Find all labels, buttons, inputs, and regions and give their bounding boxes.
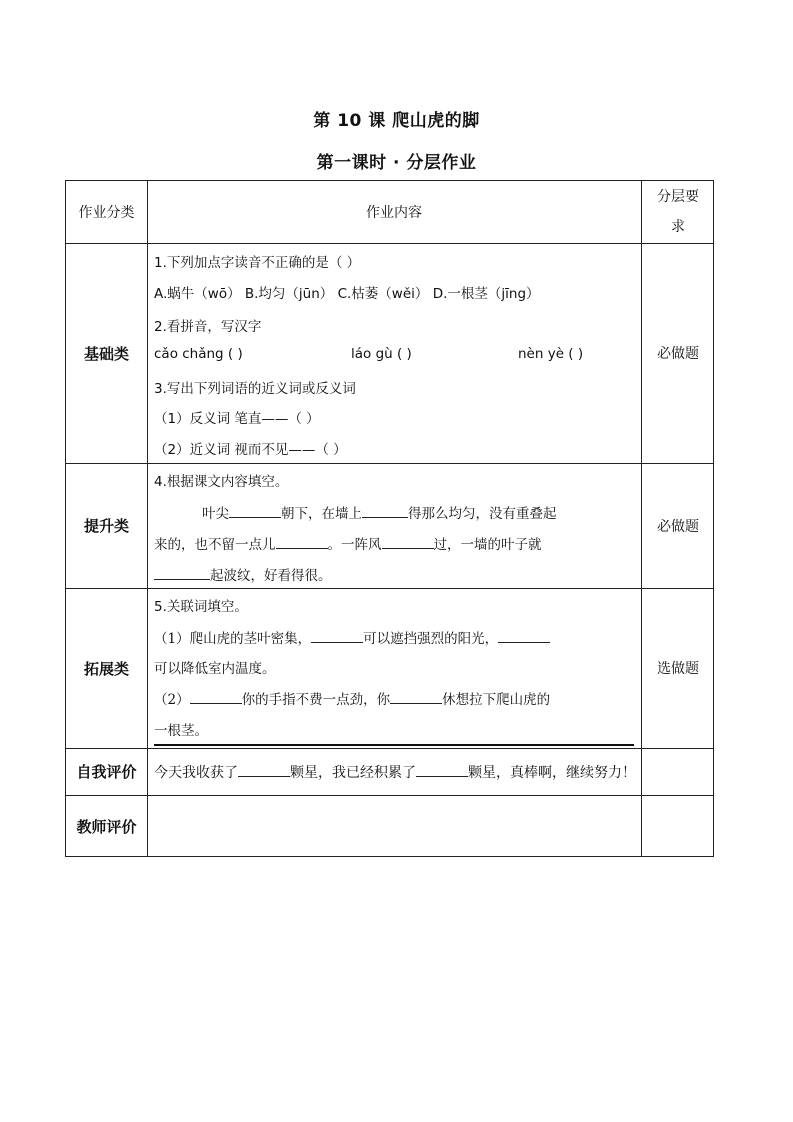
category-self-eval: 自我评价 xyxy=(76,763,137,781)
conjunction-line-4: 一根茎。 xyxy=(154,723,208,739)
fill-blank[interactable] xyxy=(362,503,408,518)
row-divider xyxy=(66,748,713,749)
pinyin-item-2: láo gù ( ) xyxy=(351,346,412,362)
question-5: 5.关联词填空。 xyxy=(154,599,248,615)
question-3: 3.写出下列词语的近义词或反义词 xyxy=(154,381,356,397)
conjunction-line-2: 可以降低室内温度。 xyxy=(154,661,276,677)
fill-text: 颗星，真棒啊，继续努力！ xyxy=(468,765,636,781)
level-extension: 选做题 xyxy=(657,661,699,677)
question-3-item-1: （1）反义词 笔直——（ ） xyxy=(154,411,320,427)
fill-text: 。一阵风 xyxy=(327,537,382,553)
category-advanced: 提升类 xyxy=(83,517,129,535)
teacher-eval-area[interactable] xyxy=(148,796,713,856)
pinyin-item-3: nèn yè ( ) xyxy=(518,346,584,362)
conjunction-line-3 xyxy=(154,688,550,708)
row-divider xyxy=(66,243,713,244)
page-subtitle: 第一课时 · 分层作业 xyxy=(316,153,477,173)
category-extension: 拓展类 xyxy=(83,659,129,678)
header-category: 作业分类 xyxy=(78,205,135,221)
fill-text: 今天我收获了 xyxy=(154,765,238,781)
section-underline xyxy=(154,744,634,746)
level-basic: 必做题 xyxy=(657,346,699,362)
question-3-item-2: （2）近义词 视而不见——（ ） xyxy=(154,442,347,458)
fill-blank[interactable] xyxy=(154,565,210,580)
row-divider xyxy=(66,588,713,589)
fill-blank[interactable] xyxy=(382,534,434,549)
self-eval-text xyxy=(154,762,636,782)
fill-text-line-3 xyxy=(154,564,332,584)
fill-blank[interactable] xyxy=(190,689,242,704)
header-level: 分层要求 xyxy=(657,189,699,235)
question-1-options: A.蜗牛（wō） B.均匀（jūn） C.枯萎（wěi） D.一根茎（jīng） xyxy=(154,286,540,302)
row-divider xyxy=(66,463,713,464)
fill-text-line-2 xyxy=(154,533,542,553)
fill-blank[interactable] xyxy=(229,503,281,518)
fill-text: 朝下，在墙上 xyxy=(281,506,362,522)
fill-text: （1）爬山虎的茎叶密集， xyxy=(154,631,312,647)
category-teacher-eval: 教师评价 xyxy=(76,817,137,836)
fill-text: 可以遮挡强烈的阳光， xyxy=(363,631,499,647)
pinyin-item-1: cǎo chǎng ( ) xyxy=(154,346,243,362)
question-2: 2.看拼音，写汉字 xyxy=(154,319,262,335)
level-advanced: 必做题 xyxy=(657,518,699,535)
fill-text: 颗星，我已经积累了 xyxy=(290,765,416,781)
question-4: 4.根据课文内容填空。 xyxy=(154,474,289,490)
homework-table xyxy=(65,180,714,857)
fill-text: 过，一墙的叶子就 xyxy=(433,537,542,553)
fill-blank[interactable] xyxy=(276,534,328,549)
fill-text: （2） xyxy=(154,692,190,708)
star-total-blank[interactable] xyxy=(416,762,468,777)
fill-text: 来的，也不留一点儿 xyxy=(154,537,276,553)
question-1: 1.下列加点字读音不正确的是（ ） xyxy=(154,255,361,271)
fill-text: 起波纹，好看得很。 xyxy=(210,568,332,584)
fill-text: 得那么均匀，没有重叠起 xyxy=(408,506,557,522)
fill-text-line-1 xyxy=(202,502,557,522)
header-content: 作业内容 xyxy=(366,205,422,221)
fill-text: 叶尖 xyxy=(202,506,229,522)
column-divider xyxy=(147,181,148,856)
fill-text: 休想拉下爬山虎的 xyxy=(442,692,551,708)
category-basic: 基础类 xyxy=(83,344,129,363)
fill-blank[interactable] xyxy=(498,628,550,643)
fill-blank[interactable] xyxy=(390,689,442,704)
conjunction-line-1 xyxy=(154,627,550,647)
fill-blank[interactable] xyxy=(311,628,363,643)
page-title: 第 10 课 爬山虎的脚 xyxy=(313,111,480,131)
fill-text: 你的手指不费一点劲，你 xyxy=(241,692,391,708)
star-count-blank[interactable] xyxy=(238,762,290,777)
